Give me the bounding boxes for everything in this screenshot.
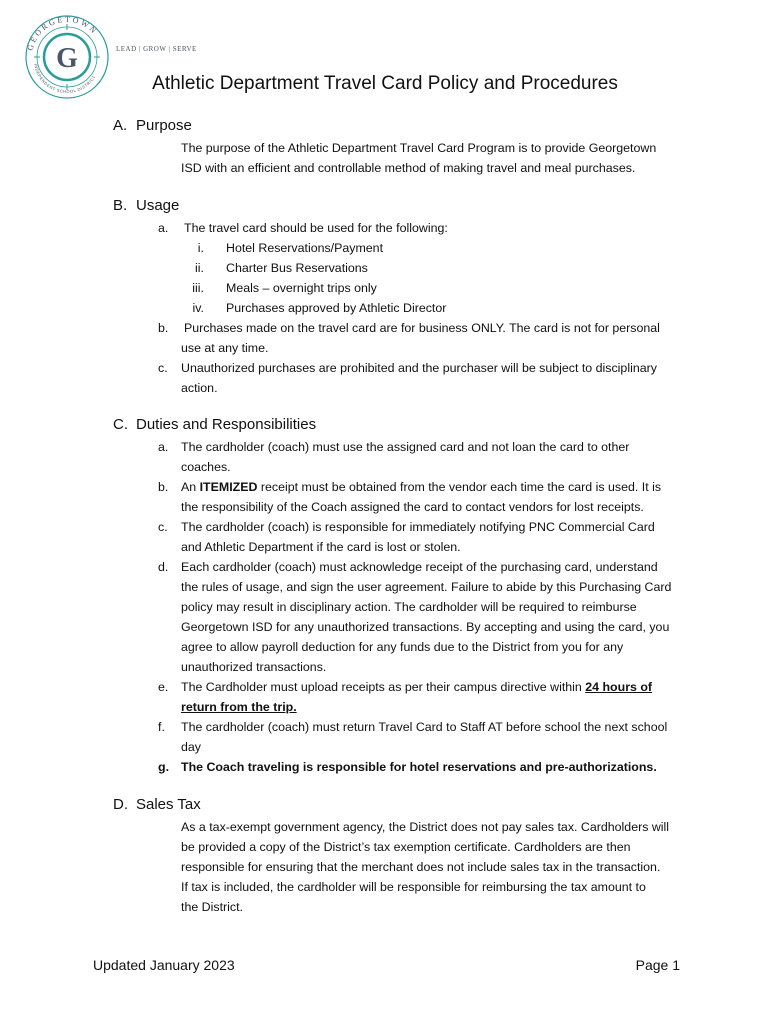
footer-updated: Updated January 2023	[93, 957, 235, 973]
footer-page-number: Page 1	[635, 957, 680, 973]
sublist-label: ii.	[195, 261, 204, 275]
section-a-title: Purpose	[136, 117, 192, 134]
list-label: c.	[158, 361, 168, 375]
section-d-line: responsible for ensuring that the merchant does not include sales tax in the transaction.	[181, 860, 661, 874]
list-item-cont: unauthorized transactions.	[181, 660, 327, 674]
section-a-line: ISD with an efficient and controllable method of making travel and meal purchases.	[181, 161, 636, 175]
list-item: The cardholder (coach) is responsible for immediately notifying PNC Commercial Card	[181, 520, 655, 534]
list-item-cont: action.	[181, 381, 218, 395]
list-item-cont: day	[181, 740, 201, 754]
logo-ring-bottom-text: INDEPENDENT SCHOOL DISTRICT	[33, 63, 97, 95]
sublist-item: Meals – overnight trips only	[226, 281, 377, 295]
sublist-item: Charter Bus Reservations	[226, 261, 368, 275]
sublist-label: i.	[197, 241, 204, 255]
section-a-body	[181, 138, 691, 178]
list-item-cont: the rules of usage, and sign the user agreement. Failure to abide by this Purchasing Card	[181, 580, 672, 594]
list-item-cont	[181, 697, 297, 717]
section-d-line: As a tax-exempt government agency, the District does not pay sales tax. Cardholders will	[181, 820, 670, 834]
deadline-emphasis: return from the trip.	[181, 700, 297, 714]
list-item-cont: use at any time.	[181, 341, 269, 355]
section-d-body	[181, 817, 691, 917]
list-item-cont: policy may result in disciplinary action. The cardholder will be required to reimburse	[181, 600, 637, 614]
list-label: e.	[158, 680, 169, 694]
section-d-line: be provided a copy of the District’s tax exemption certificate. Cardholders are then	[181, 840, 631, 854]
item-text: receipt must be obtained from the vendor each time the card is used. It is	[257, 480, 662, 494]
item-text: An	[181, 480, 200, 494]
tagline: LEAD | GROW | SERVE	[116, 45, 197, 53]
section-b-heading	[113, 197, 179, 214]
sublist-label: iii.	[192, 281, 204, 295]
list-item-cont: and Athletic Department if the card is lost or stolen.	[181, 540, 461, 554]
list-item-cont: coaches.	[181, 460, 231, 474]
section-a-line: The purpose of the Athletic Department Travel Card Program is to provide Georgetown	[181, 141, 657, 155]
itemized-emphasis: ITEMIZED	[199, 480, 258, 494]
list-label: b.	[158, 480, 169, 494]
deadline-emphasis: 24 hours of	[585, 680, 653, 694]
list-item: The cardholder (coach) must use the assigned card and not loan the card to other	[181, 440, 630, 454]
list-item	[181, 477, 661, 497]
section-b-title: Usage	[136, 197, 180, 214]
section-c-title: Duties and Responsibilities	[136, 416, 317, 433]
section-d-line: If tax is included, the cardholder will be responsible for reimbursing the tax amount to	[181, 880, 646, 894]
list-item: Each cardholder (coach) must acknowledge receipt of the purchasing card, understand	[181, 560, 658, 574]
list-item: The travel card should be used for the following:	[184, 221, 448, 235]
section-d-heading	[113, 796, 201, 813]
list-item: Unauthorized purchases are prohibited and the purchaser will be subject to disciplinary	[181, 361, 657, 375]
logo-letter: G	[56, 43, 78, 74]
list-item-cont: the responsibility of the Coach assigned the card to contact vendors for lost receipts.	[181, 500, 644, 514]
list-item: Purchases made on the travel card are for business ONLY. The card is not for personal	[184, 321, 660, 335]
list-label: a.	[158, 440, 169, 454]
list-label: f.	[158, 720, 165, 734]
sublist-item: Purchases approved by Athletic Director	[226, 301, 447, 315]
section-d-letter: D.	[113, 796, 128, 813]
sublist-label: iv.	[192, 301, 204, 315]
page-title: Athletic Department Travel Card Policy and Procedures	[152, 73, 618, 94]
list-item-cont: Georgetown ISD for any unauthorized transactions. By accepting and using the card, you	[181, 620, 670, 634]
section-d-title: Sales Tax	[136, 796, 201, 813]
logo-ring-top-text: GEORGETOWN	[25, 14, 100, 52]
section-a-heading	[113, 117, 192, 134]
sublist-item: Hotel Reservations/Payment	[226, 241, 384, 255]
section-c-letter: C.	[113, 416, 128, 433]
list-label: b.	[158, 321, 169, 335]
list-label: c.	[158, 520, 168, 534]
section-d-line: the District.	[181, 900, 243, 914]
section-b-letter: B.	[113, 197, 128, 214]
list-item: The cardholder (coach) must return Travel Card to Staff AT before school the next school	[181, 720, 668, 734]
list-item	[181, 677, 652, 697]
list-label: g.	[158, 760, 170, 774]
section-a-letter: A.	[113, 117, 128, 134]
list-label: d.	[158, 560, 169, 574]
list-item: The Coach traveling is responsible for hotel reservations and pre-authorizations.	[181, 760, 657, 774]
item-text: The Cardholder must upload receipts as per their campus directive within	[181, 680, 586, 694]
section-c-heading	[113, 416, 316, 433]
list-item-cont: agree to allow payroll deduction for any funds due to the District from you for any	[181, 640, 624, 654]
list-label: a.	[158, 221, 169, 235]
